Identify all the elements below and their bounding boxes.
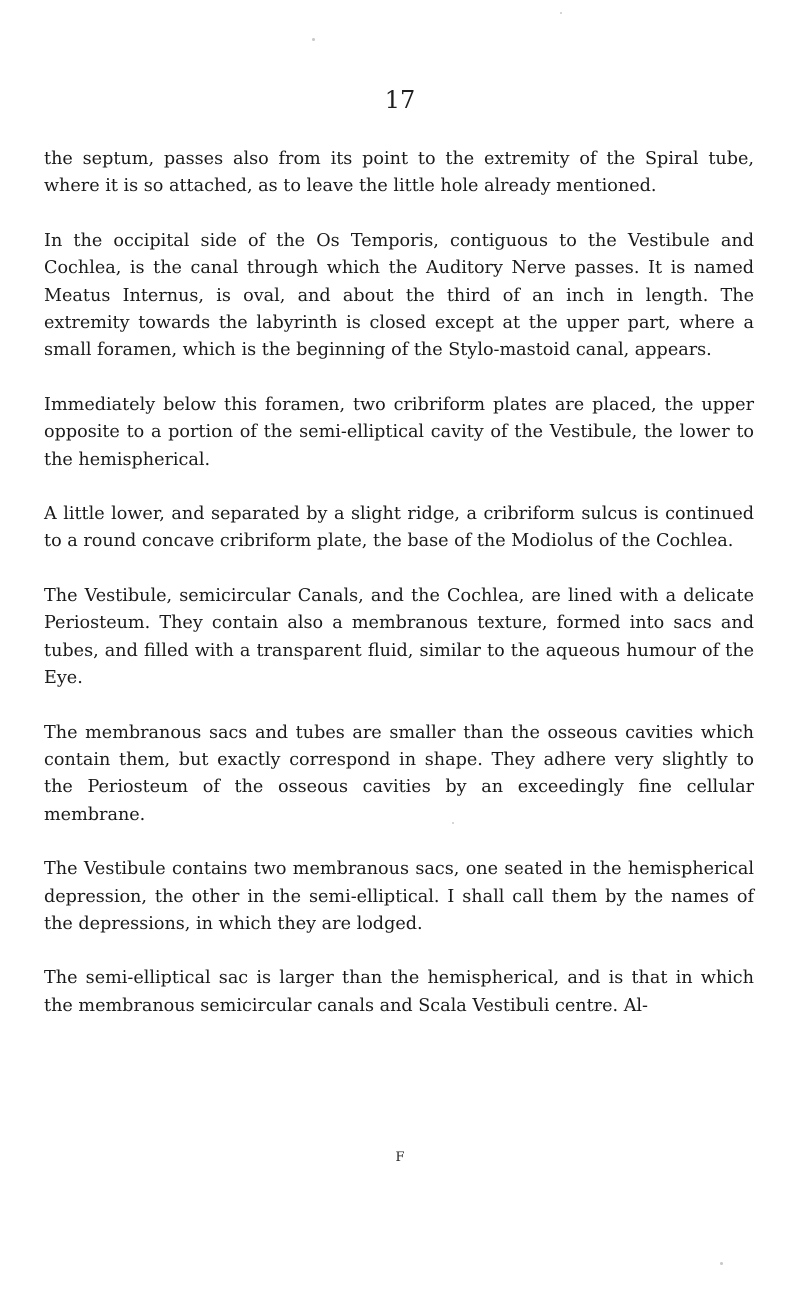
paragraph-3: Immediately below this foramen, two cribriform plates are placed, the upper opposite to a portion of the semi-elliptical cavity of the Vestibule, the lower to the hemispherical. [44, 394, 754, 470]
body-text [44, 146, 754, 1047]
paper-speck [452, 822, 454, 824]
paragraph-1: the septum, passes also from its point to the extremity of the Spiral tube, where it is so attached, as to leave the little hole already mentioned. [44, 149, 754, 197]
paragraph-6: The membranous sacs and tubes are smaller than the osseous cavities which contain them, but exactly correspond in shape. They adhere very slightly to the Periosteum of the osseous cavities by an exceedingly fine cellular membrane. [44, 722, 754, 825]
paragraph-7: The Vestibule contains two membranous sacs, one seated in the hemispherical depression, the other in the semi-elliptical. I shall call them by the names of the depressions, in which they are lodged. [44, 859, 754, 934]
paragraph-8: The semi-elliptical sac is larger than the hemispherical, and is that in which the membranous semicircular canals and Scala Vestibuli centre. Al- [44, 968, 754, 1016]
paragraph-5: The Vestibule, semicircular Canals, and the Cochlea, are lined with a delicate Periosteum. They contain also a membranous texture, formed into sacs and tubes, and filled with a transparent fluid, similar to the aqueous humour of the Eye. [44, 585, 754, 689]
paragraph-4: A little lower, and separated by a slight ridge, a cribriform sulcus is continued to a round concave cribriform plate, the base of the Modiolus of the Cochlea. [44, 504, 754, 552]
paper-speck [312, 38, 315, 41]
paper-speck [560, 12, 562, 14]
paper-speck [720, 1262, 723, 1265]
paragraph-2: In the occipital side of the Os Temporis, contiguous to the Vestibule and Cochlea, is the canal through which the Auditory Nerve passes. It is named Meatus Internus, is oval, and about the third of an inch in length. The extremity towards the labyrinth is closed except at the upper part, where a small foramen, which is the beginning of the Stylo-mastoid canal, appears. [44, 230, 754, 361]
signature-mark: F [395, 1150, 405, 1165]
page-number: 17 [384, 86, 416, 114]
